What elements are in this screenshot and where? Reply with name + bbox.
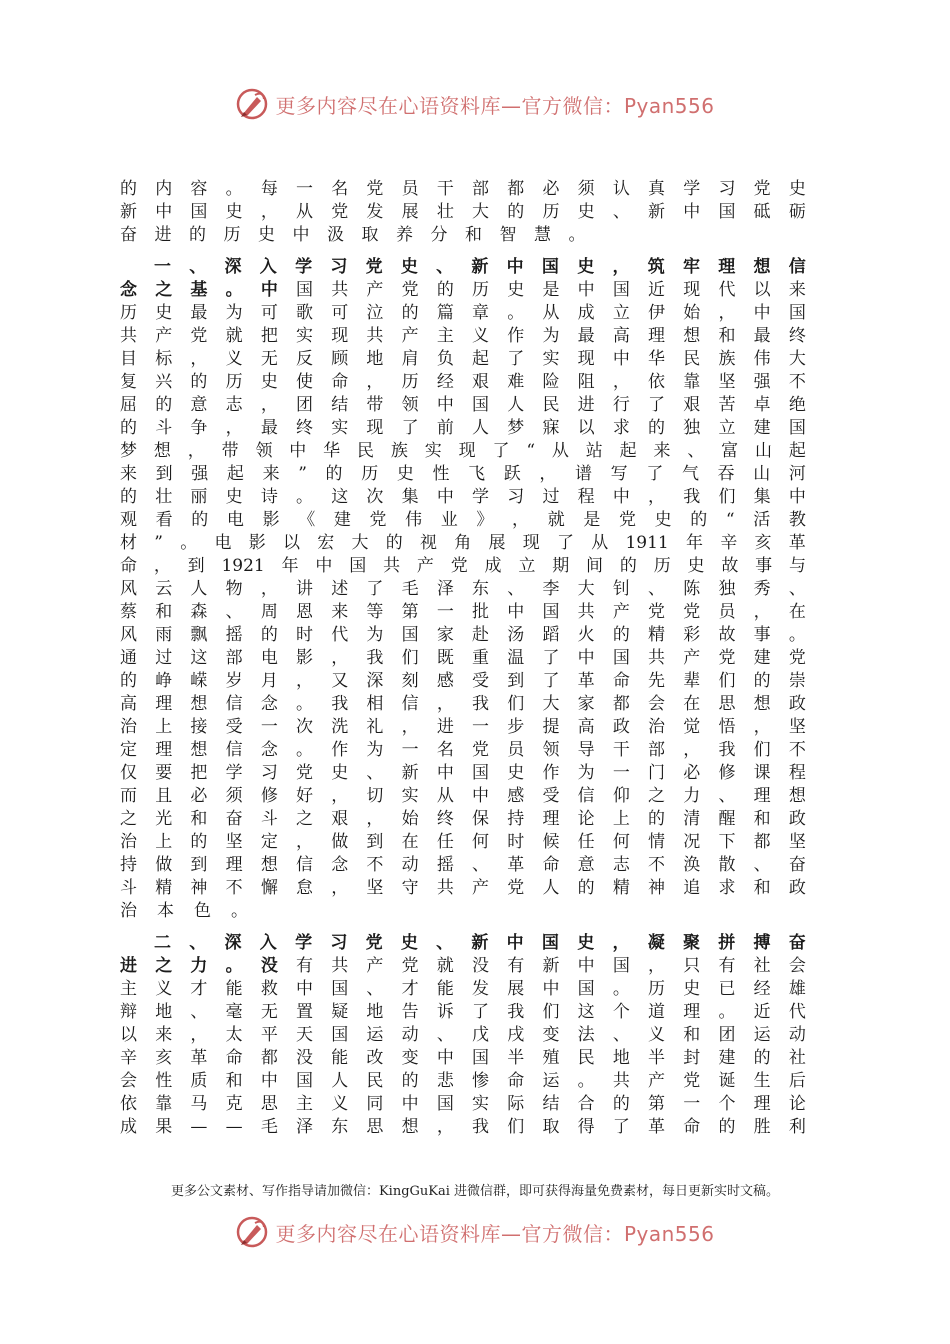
body-line: 的 峥 嵘 岁 月 ， 又 深 刻 感 受 到 了 革 命 先 辈 们 的 崇 <box>120 671 806 691</box>
body-line: 斗 精 神 不 懈 怠 ， 坚 守 共 产 党 人 的 精 神 追 求 和 政 <box>120 878 806 898</box>
body-line: 材 ” 。 电 影 以 宏 大 的 视 角 展 现 了 从 1911 年 辛 亥 革 <box>120 533 806 553</box>
body-line: 成 果 — — 毛 泽 东 思 想 ， 我 们 取 得 了 革 命 的 胜 利 <box>120 1117 806 1137</box>
body-line: 命 ， 到 1921 年 中 国 共 产 党 成 立 期 间 的 历 史 故 事 与 <box>120 556 806 576</box>
pen-nib-logo-icon <box>235 1215 269 1249</box>
watermark-top <box>0 84 950 124</box>
body-line: 辩 地 、 毫 无 置 疑 地 告 诉 了 我 们 这 个 道 理 。 近 代 <box>120 1002 806 1022</box>
body-line: 复 兴 的 历 史 使 命 ， 历 经 艰 难 险 阻 ， 依 靠 坚 强 不 <box>120 372 806 392</box>
body-line: 之 光 和 奋 斗 之 艰 ， 始 终 保 持 理 论 上 的 清 醒 和 政 <box>120 809 806 829</box>
body-line: 屈 的 意 志 ， 团 结 带 领 中 国 人 民 进 行 了 艰 苦 卓 绝 <box>120 395 806 415</box>
body-line: 主 义 才 能 救 中 国 、 才 能 发 展 中 国 。 历 史 已 经 雄 <box>120 979 806 999</box>
body-line: 的 壮 丽 史 诗 。 这 次 集 中 学 习 过 程 中 ， 我 们 集 中 <box>120 487 806 507</box>
body-line: 以 来 ， 太 平 天 国 运 动 、 戊 戌 变 法 、 义 和 团 运 动 <box>120 1025 806 1045</box>
body-line: 目 标 ， 义 无 反 顾 地 肩 负 起 了 实 现 中 华 民 族 伟 大 <box>120 349 806 369</box>
body-line: 的 内 容 。 每 一 名 党 员 干 部 都 必 须 认 真 学 习 党 史 <box>120 179 806 199</box>
body-line: 风 雨 飘 摇 的 时 代 为 国 家 赴 汤 蹈 火 的 精 彩 故 事 。 <box>120 625 806 645</box>
body-line: 二 、 深 入 学 习 党 史 、 新 中 国 史 ， 凝 聚 拼 搏 奋 <box>154 933 806 953</box>
body-line: 辛 亥 革 命 都 没 能 改 变 中 国 半 殖 民 地 半 封 建 的 社 <box>120 1048 806 1068</box>
watermark-text: 更多内容尽在心语资料库—官方微信：Pyan556 <box>275 1221 715 1246</box>
body-line: 治 本 色 。 <box>120 901 248 921</box>
watermark-text: 更多内容尽在心语资料库—官方微信：Pyan556 <box>275 93 715 118</box>
body-line: 会 性 质 和 中 国 人 民 的 悲 惨 命 运 。 共 产 党 诞 生 后 <box>120 1071 806 1091</box>
body-line: 观 看 的 电 影 《 建 党 伟 业 》 ， 就 是 党 史 的 “ 活 教 <box>120 510 806 530</box>
body-line: 通 过 这 部 电 影 ， 我 们 既 重 温 了 中 国 共 产 党 建 党 <box>120 648 806 668</box>
pen-nib-logo-icon <box>235 87 269 121</box>
body-line: 而 且 必 须 修 好 ， 切 实 从 中 感 受 信 仰 之 力 、 理 想 <box>120 786 806 806</box>
footer-note: 更多公文素材、写作指导请加微信：KingGuKai 进微信群，即可获得海量免费素材，每日更新实时文稿。 <box>170 1184 780 1199</box>
body-line: 定 理 想 信 念 。 作 为 一 名 党 员 领 导 干 部 ， 我 们 不 <box>120 740 806 760</box>
document-body <box>120 178 806 1139</box>
body-line: 共 产 党 就 把 实 现 共 产 主 义 作 为 最 高 理 想 和 最 终 <box>120 326 806 346</box>
body-line: 念 之 基 。 中 国 共 产 党 的 历 史 是 中 国 近 现 代 以 来 <box>120 280 806 300</box>
body-line: 依 靠 马 克 思 主 义 同 中 国 实 际 结 合 的 第 一 个 理 论 <box>120 1094 806 1114</box>
watermark-bottom <box>0 1212 950 1252</box>
body-line: 仅 要 把 学 习 党 史 、 新 中 国 史 作 为 一 门 必 修 课 程 <box>120 763 806 783</box>
body-line: 治 上 接 受 一 次 洗 礼 ， 进 一 步 提 高 政 治 觉 悟 ， 坚 <box>120 717 806 737</box>
body-line: 蔡 和 森 、 周 恩 来 等 第 一 批 中 国 共 产 党 党 员 ， 在 <box>120 602 806 622</box>
body-line: 一 、 深 入 学 习 党 史 、 新 中 国 史 ， 筑 牢 理 想 信 <box>154 257 806 277</box>
body-line: 新 中 国 史 ， 从 党 发 展 壮 大 的 历 史 、 新 中 国 砥 砺 <box>120 202 806 222</box>
body-line: 梦 想 ， 带 领 中 华 民 族 实 现 了 “ 从 站 起 来 、 富 山 起 <box>120 441 806 461</box>
body-line: 来 到 强 起 来 ” 的 历 史 性 飞 跃 ， 谱 写 了 气 吞 山 河 <box>120 464 806 484</box>
body-line: 风 云 人 物 ， 讲 述 了 毛 泽 东 、 李 大 钊 、 陈 独 秀 、 <box>120 579 806 599</box>
body-line: 进 之 力 。 没 有 共 产 党 就 没 有 新 中 国 ， 只 有 社 会 <box>120 956 806 976</box>
body-line: 奋 进 的 历 史 中 汲 取 养 分 和 智 慧 。 <box>120 225 586 245</box>
body-line: 治 上 的 坚 定 ， 做 到 在 任 何 时 候 任 何 情 况 下 都 坚 <box>120 832 806 852</box>
body-line: 高 理 想 信 念 。 我 相 信 ， 我 们 大 家 都 会 在 思 想 政 <box>120 694 806 714</box>
body-line: 的 斗 争 ， 最 终 实 现 了 前 人 梦 寐 以 求 的 独 立 建 国 <box>120 418 806 438</box>
body-line: 历 史 最 为 可 歌 可 泣 的 篇 章 。 从 成 立 伊 始 ， 中 国 <box>120 303 806 323</box>
body-line: 持 做 到 理 想 信 念 不 动 摇 、 革 命 意 志 不 涣 散 、 奋 <box>120 855 806 875</box>
